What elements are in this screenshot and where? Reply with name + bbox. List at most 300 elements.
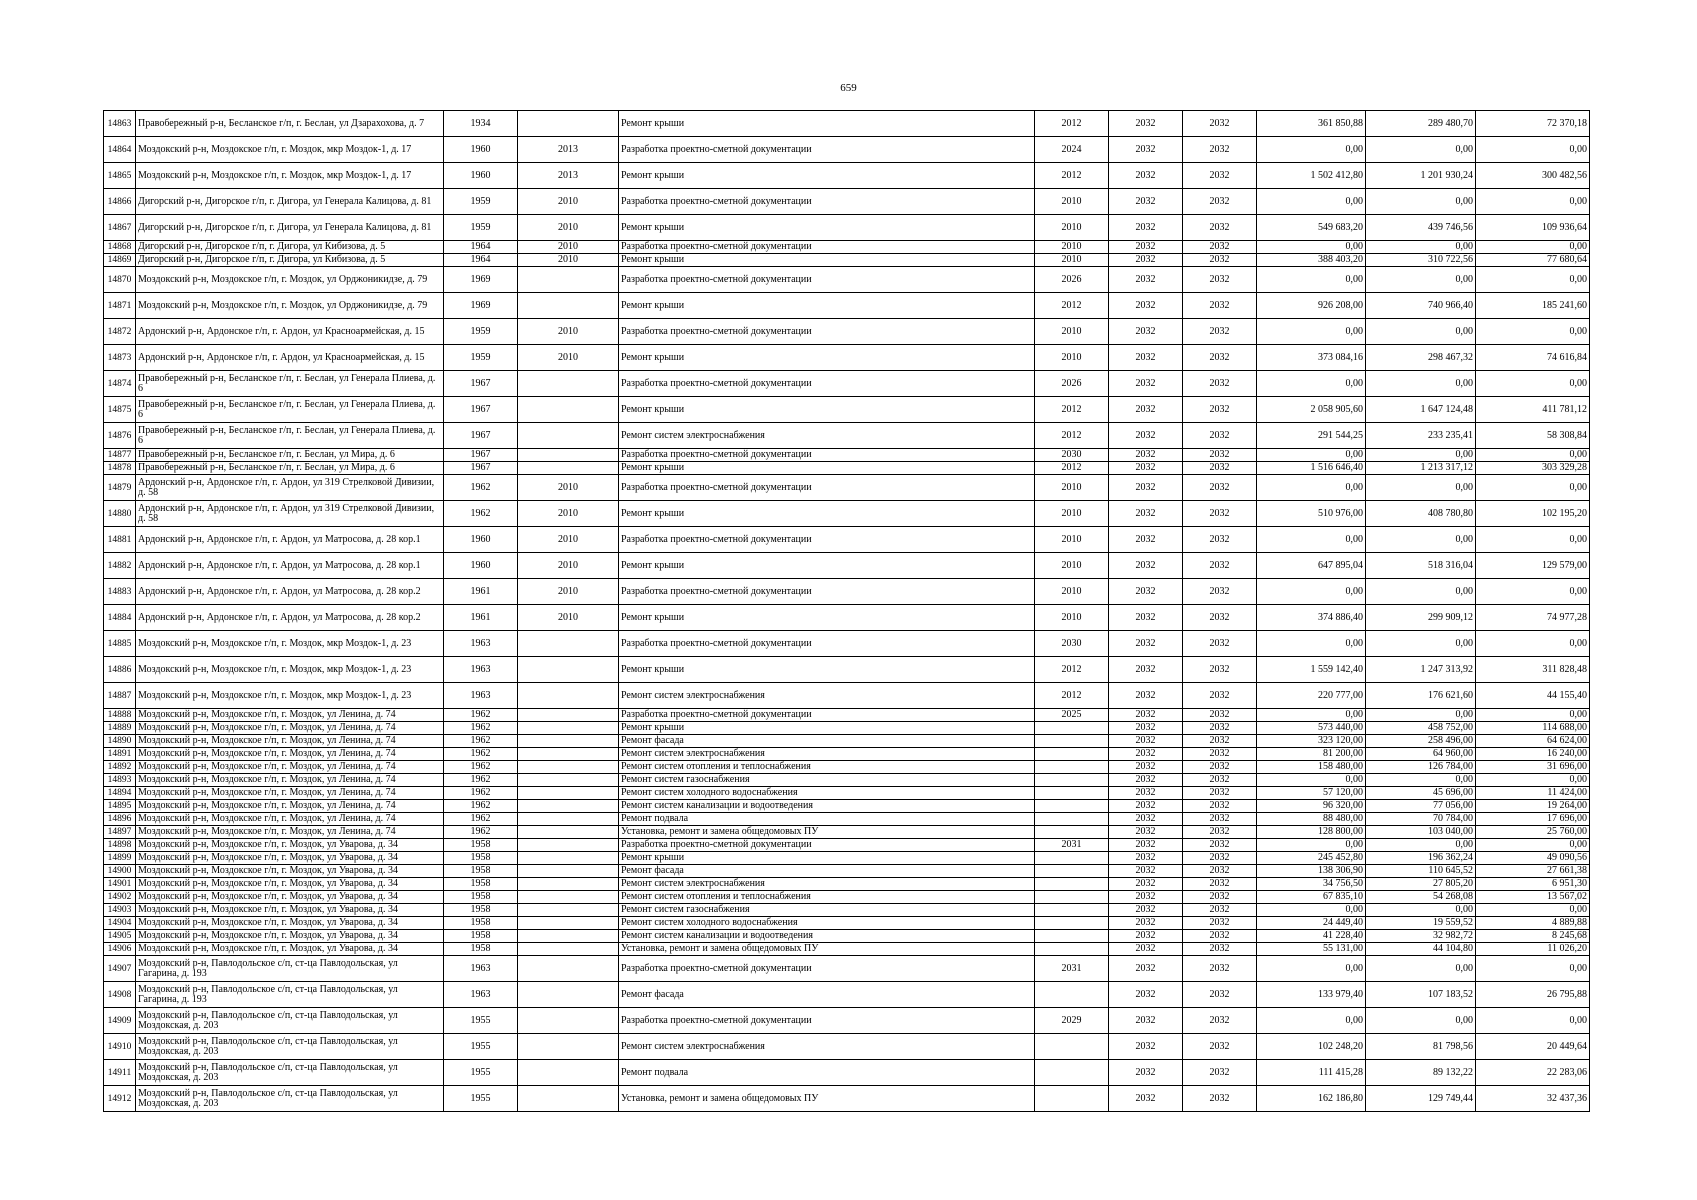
repair-register-table bbox=[103, 110, 1590, 1112]
page-number: 659 bbox=[840, 82, 857, 94]
work-type-cell: Ремонт систем газоснабжения bbox=[619, 904, 1035, 917]
row-number: 14867 bbox=[104, 215, 136, 241]
last-repair-year-cell bbox=[518, 722, 619, 735]
planned-year-cell bbox=[1035, 800, 1109, 813]
built-year-cell: 1958 bbox=[444, 904, 518, 917]
period-start-cell: 2032 bbox=[1109, 891, 1183, 904]
period-start-cell: 2032 bbox=[1109, 1034, 1183, 1060]
address-cell: Моздокский р-н, Моздокское г/п, г. Моздок, ул Уварова, д. 34 bbox=[136, 839, 444, 852]
work-type-cell: Ремонт систем отопления и теплоснабжения bbox=[619, 761, 1035, 774]
built-year-cell: 1959 bbox=[444, 215, 518, 241]
last-repair-year-cell bbox=[518, 800, 619, 813]
period-end-cell: 2032 bbox=[1183, 111, 1257, 137]
built-year-cell: 1967 bbox=[444, 423, 518, 449]
last-repair-year-cell: 2010 bbox=[518, 254, 619, 267]
last-repair-year-cell bbox=[518, 371, 619, 397]
fund-cost-cell: 32 982,72 bbox=[1366, 930, 1476, 943]
last-repair-year-cell bbox=[518, 1060, 619, 1086]
fund-cost-cell: 70 784,00 bbox=[1366, 813, 1476, 826]
work-type-cell: Ремонт крыши bbox=[619, 397, 1035, 423]
owner-cost-cell: 0,00 bbox=[1476, 241, 1590, 254]
planned-year-cell: 2031 bbox=[1035, 839, 1109, 852]
last-repair-year-cell bbox=[518, 774, 619, 787]
total-cost-cell: 102 248,20 bbox=[1257, 1034, 1366, 1060]
owner-cost-cell: 0,00 bbox=[1476, 904, 1590, 917]
total-cost-cell: 34 756,50 bbox=[1257, 878, 1366, 891]
last-repair-year-cell bbox=[518, 709, 619, 722]
table-row bbox=[104, 1086, 1590, 1112]
period-start-cell: 2032 bbox=[1109, 774, 1183, 787]
address-cell: Моздокский р-н, Павлодольское с/п, ст-ца Павлодольская, ул Моздокская, д. 203 bbox=[136, 1034, 444, 1060]
last-repair-year-cell: 2013 bbox=[518, 137, 619, 163]
planned-year-cell bbox=[1035, 852, 1109, 865]
row-number: 14889 bbox=[104, 722, 136, 735]
table-row bbox=[104, 982, 1590, 1008]
row-number: 14908 bbox=[104, 982, 136, 1008]
row-number: 14905 bbox=[104, 930, 136, 943]
owner-cost-cell: 64 624,00 bbox=[1476, 735, 1590, 748]
work-type-cell: Разработка проектно-сметной документации bbox=[619, 371, 1035, 397]
owner-cost-cell: 44 155,40 bbox=[1476, 683, 1590, 709]
row-number: 14864 bbox=[104, 137, 136, 163]
total-cost-cell: 0,00 bbox=[1257, 319, 1366, 345]
row-number: 14868 bbox=[104, 241, 136, 254]
row-number: 14885 bbox=[104, 631, 136, 657]
last-repair-year-cell: 2010 bbox=[518, 215, 619, 241]
table-row bbox=[104, 839, 1590, 852]
address-cell: Моздокский р-н, Моздокское г/п, г. Моздок, мкр Моздок-1, д. 23 bbox=[136, 631, 444, 657]
work-type-cell: Разработка проектно-сметной документации bbox=[619, 956, 1035, 982]
built-year-cell: 1960 bbox=[444, 527, 518, 553]
work-type-cell: Ремонт систем канализации и водоотведения bbox=[619, 800, 1035, 813]
row-number: 14898 bbox=[104, 839, 136, 852]
fund-cost-cell: 129 749,44 bbox=[1366, 1086, 1476, 1112]
address-cell: Моздокский р-н, Моздокское г/п, г. Моздок, ул Уварова, д. 34 bbox=[136, 878, 444, 891]
table-row bbox=[104, 748, 1590, 761]
planned-year-cell: 2026 bbox=[1035, 267, 1109, 293]
owner-cost-cell: 11 424,00 bbox=[1476, 787, 1590, 800]
row-number: 14865 bbox=[104, 163, 136, 189]
total-cost-cell: 88 480,00 bbox=[1257, 813, 1366, 826]
table-row bbox=[104, 956, 1590, 982]
total-cost-cell: 510 976,00 bbox=[1257, 501, 1366, 527]
period-start-cell: 2032 bbox=[1109, 943, 1183, 956]
row-number: 14874 bbox=[104, 371, 136, 397]
last-repair-year-cell: 2010 bbox=[518, 319, 619, 345]
total-cost-cell: 0,00 bbox=[1257, 137, 1366, 163]
work-type-cell: Ремонт крыши bbox=[619, 345, 1035, 371]
period-start-cell: 2032 bbox=[1109, 553, 1183, 579]
work-type-cell: Ремонт крыши bbox=[619, 163, 1035, 189]
period-start-cell: 2032 bbox=[1109, 527, 1183, 553]
work-type-cell: Ремонт систем электроснабжения bbox=[619, 423, 1035, 449]
last-repair-year-cell bbox=[518, 683, 619, 709]
period-end-cell: 2032 bbox=[1183, 423, 1257, 449]
planned-year-cell bbox=[1035, 722, 1109, 735]
fund-cost-cell: 0,00 bbox=[1366, 956, 1476, 982]
period-end-cell: 2032 bbox=[1183, 748, 1257, 761]
period-end-cell: 2032 bbox=[1183, 891, 1257, 904]
fund-cost-cell: 27 805,20 bbox=[1366, 878, 1476, 891]
owner-cost-cell: 17 696,00 bbox=[1476, 813, 1590, 826]
built-year-cell: 1961 bbox=[444, 605, 518, 631]
row-number: 14910 bbox=[104, 1034, 136, 1060]
owner-cost-cell: 0,00 bbox=[1476, 579, 1590, 605]
table-row bbox=[104, 800, 1590, 813]
fund-cost-cell: 110 645,52 bbox=[1366, 865, 1476, 878]
planned-year-cell: 2025 bbox=[1035, 709, 1109, 722]
planned-year-cell bbox=[1035, 865, 1109, 878]
period-end-cell: 2032 bbox=[1183, 683, 1257, 709]
fund-cost-cell: 258 496,00 bbox=[1366, 735, 1476, 748]
table-row bbox=[104, 917, 1590, 930]
last-repair-year-cell bbox=[518, 657, 619, 683]
planned-year-cell bbox=[1035, 878, 1109, 891]
owner-cost-cell: 411 781,12 bbox=[1476, 397, 1590, 423]
total-cost-cell: 647 895,04 bbox=[1257, 553, 1366, 579]
fund-cost-cell: 298 467,32 bbox=[1366, 345, 1476, 371]
period-end-cell: 2032 bbox=[1183, 800, 1257, 813]
row-number: 14881 bbox=[104, 527, 136, 553]
address-cell: Правобережный р-н, Бесланское г/п, г. Беслан, ул Генерала Плиева, д. 6 bbox=[136, 423, 444, 449]
period-start-cell: 2032 bbox=[1109, 163, 1183, 189]
table-row bbox=[104, 1060, 1590, 1086]
fund-cost-cell: 0,00 bbox=[1366, 839, 1476, 852]
owner-cost-cell: 0,00 bbox=[1476, 371, 1590, 397]
table-row bbox=[104, 397, 1590, 423]
address-cell: Моздокский р-н, Моздокское г/п, г. Моздок, ул Уварова, д. 34 bbox=[136, 930, 444, 943]
total-cost-cell: 0,00 bbox=[1257, 1008, 1366, 1034]
planned-year-cell bbox=[1035, 917, 1109, 930]
period-start-cell: 2032 bbox=[1109, 839, 1183, 852]
period-start-cell: 2032 bbox=[1109, 878, 1183, 891]
last-repair-year-cell: 2010 bbox=[518, 527, 619, 553]
address-cell: Моздокский р-н, Павлодольское с/п, ст-ца Павлодольская, ул Моздокская, д. 203 bbox=[136, 1060, 444, 1086]
table-row bbox=[104, 683, 1590, 709]
total-cost-cell: 0,00 bbox=[1257, 241, 1366, 254]
period-start-cell: 2032 bbox=[1109, 293, 1183, 319]
last-repair-year-cell bbox=[518, 735, 619, 748]
period-end-cell: 2032 bbox=[1183, 1034, 1257, 1060]
planned-year-cell: 2012 bbox=[1035, 163, 1109, 189]
period-start-cell: 2032 bbox=[1109, 865, 1183, 878]
row-number: 14895 bbox=[104, 800, 136, 813]
planned-year-cell bbox=[1035, 787, 1109, 800]
work-type-cell: Ремонт крыши bbox=[619, 293, 1035, 319]
owner-cost-cell: 0,00 bbox=[1476, 137, 1590, 163]
period-start-cell: 2032 bbox=[1109, 956, 1183, 982]
period-start-cell: 2032 bbox=[1109, 787, 1183, 800]
period-end-cell: 2032 bbox=[1183, 371, 1257, 397]
owner-cost-cell: 72 370,18 bbox=[1476, 111, 1590, 137]
row-number: 14888 bbox=[104, 709, 136, 722]
table-row bbox=[104, 241, 1590, 254]
period-end-cell: 2032 bbox=[1183, 917, 1257, 930]
last-repair-year-cell: 2013 bbox=[518, 163, 619, 189]
planned-year-cell: 2029 bbox=[1035, 1008, 1109, 1034]
period-start-cell: 2032 bbox=[1109, 1086, 1183, 1112]
address-cell: Моздокский р-н, Моздокское г/п, г. Моздок, ул Уварова, д. 34 bbox=[136, 904, 444, 917]
table-row bbox=[104, 254, 1590, 267]
built-year-cell: 1959 bbox=[444, 345, 518, 371]
last-repair-year-cell bbox=[518, 917, 619, 930]
last-repair-year-cell bbox=[518, 787, 619, 800]
built-year-cell: 1964 bbox=[444, 254, 518, 267]
built-year-cell: 1962 bbox=[444, 709, 518, 722]
table-body bbox=[104, 111, 1590, 1112]
owner-cost-cell: 16 240,00 bbox=[1476, 748, 1590, 761]
owner-cost-cell: 22 283,06 bbox=[1476, 1060, 1590, 1086]
address-cell: Моздокский р-н, Моздокское г/п, г. Моздок, ул Ленина, д. 74 bbox=[136, 800, 444, 813]
table-row bbox=[104, 722, 1590, 735]
planned-year-cell bbox=[1035, 761, 1109, 774]
total-cost-cell: 373 084,16 bbox=[1257, 345, 1366, 371]
built-year-cell: 1967 bbox=[444, 371, 518, 397]
address-cell: Дигорский р-н, Дигорское г/п, г. Дигора, ул Генерала Калицова, д. 81 bbox=[136, 189, 444, 215]
built-year-cell: 1963 bbox=[444, 956, 518, 982]
fund-cost-cell: 103 040,00 bbox=[1366, 826, 1476, 839]
owner-cost-cell: 25 760,00 bbox=[1476, 826, 1590, 839]
period-start-cell: 2032 bbox=[1109, 722, 1183, 735]
period-start-cell: 2032 bbox=[1109, 917, 1183, 930]
period-start-cell: 2032 bbox=[1109, 215, 1183, 241]
total-cost-cell: 0,00 bbox=[1257, 579, 1366, 605]
period-start-cell: 2032 bbox=[1109, 462, 1183, 475]
period-end-cell: 2032 bbox=[1183, 865, 1257, 878]
period-end-cell: 2032 bbox=[1183, 943, 1257, 956]
work-type-cell: Ремонт систем электроснабжения bbox=[619, 683, 1035, 709]
total-cost-cell: 0,00 bbox=[1257, 267, 1366, 293]
built-year-cell: 1962 bbox=[444, 722, 518, 735]
row-number: 14902 bbox=[104, 891, 136, 904]
owner-cost-cell: 27 661,38 bbox=[1476, 865, 1590, 878]
fund-cost-cell: 0,00 bbox=[1366, 449, 1476, 462]
period-end-cell: 2032 bbox=[1183, 657, 1257, 683]
work-type-cell: Разработка проектно-сметной документации bbox=[619, 137, 1035, 163]
period-end-cell: 2032 bbox=[1183, 826, 1257, 839]
table-row bbox=[104, 878, 1590, 891]
row-number: 14870 bbox=[104, 267, 136, 293]
period-end-cell: 2032 bbox=[1183, 397, 1257, 423]
total-cost-cell: 0,00 bbox=[1257, 904, 1366, 917]
owner-cost-cell: 0,00 bbox=[1476, 267, 1590, 293]
total-cost-cell: 67 835,10 bbox=[1257, 891, 1366, 904]
address-cell: Моздокский р-н, Моздокское г/п, г. Моздок, ул Ленина, д. 74 bbox=[136, 813, 444, 826]
period-end-cell: 2032 bbox=[1183, 579, 1257, 605]
address-cell: Правобережный р-н, Бесланское г/п, г. Беслан, ул Мира, д. 6 bbox=[136, 462, 444, 475]
fund-cost-cell: 439 746,56 bbox=[1366, 215, 1476, 241]
built-year-cell: 1967 bbox=[444, 462, 518, 475]
row-number: 14906 bbox=[104, 943, 136, 956]
row-number: 14878 bbox=[104, 462, 136, 475]
period-end-cell: 2032 bbox=[1183, 878, 1257, 891]
period-start-cell: 2032 bbox=[1109, 111, 1183, 137]
period-end-cell: 2032 bbox=[1183, 709, 1257, 722]
built-year-cell: 1955 bbox=[444, 1086, 518, 1112]
last-repair-year-cell bbox=[518, 1086, 619, 1112]
work-type-cell: Ремонт крыши bbox=[619, 722, 1035, 735]
work-type-cell: Ремонт систем холодного водоснабжения bbox=[619, 787, 1035, 800]
period-start-cell: 2032 bbox=[1109, 683, 1183, 709]
period-start-cell: 2032 bbox=[1109, 371, 1183, 397]
work-type-cell: Разработка проектно-сметной документации bbox=[619, 579, 1035, 605]
table-row bbox=[104, 657, 1590, 683]
period-start-cell: 2032 bbox=[1109, 1008, 1183, 1034]
total-cost-cell: 128 800,00 bbox=[1257, 826, 1366, 839]
fund-cost-cell: 0,00 bbox=[1366, 527, 1476, 553]
owner-cost-cell: 8 245,68 bbox=[1476, 930, 1590, 943]
address-cell: Ардонский р-н, Ардонское г/п, г. Ардон, ул Матросова, д. 28 кор.2 bbox=[136, 579, 444, 605]
total-cost-cell: 361 850,88 bbox=[1257, 111, 1366, 137]
table-row bbox=[104, 215, 1590, 241]
planned-year-cell: 2012 bbox=[1035, 683, 1109, 709]
last-repair-year-cell bbox=[518, 839, 619, 852]
planned-year-cell: 2010 bbox=[1035, 527, 1109, 553]
row-number: 14912 bbox=[104, 1086, 136, 1112]
table-row bbox=[104, 475, 1590, 501]
work-type-cell: Ремонт фасада bbox=[619, 982, 1035, 1008]
work-type-cell: Разработка проектно-сметной документации bbox=[619, 449, 1035, 462]
fund-cost-cell: 196 362,24 bbox=[1366, 852, 1476, 865]
fund-cost-cell: 0,00 bbox=[1366, 319, 1476, 345]
table-row bbox=[104, 579, 1590, 605]
row-number: 14871 bbox=[104, 293, 136, 319]
period-start-cell: 2032 bbox=[1109, 189, 1183, 215]
built-year-cell: 1955 bbox=[444, 1060, 518, 1086]
row-number: 14897 bbox=[104, 826, 136, 839]
work-type-cell: Ремонт подвала bbox=[619, 1060, 1035, 1086]
work-type-cell: Ремонт систем холодного водоснабжения bbox=[619, 917, 1035, 930]
work-type-cell: Установка, ремонт и замена общедомовых ПУ bbox=[619, 943, 1035, 956]
address-cell: Моздокский р-н, Моздокское г/п, г. Моздок, ул Ленина, д. 74 bbox=[136, 787, 444, 800]
built-year-cell: 1962 bbox=[444, 475, 518, 501]
table-row bbox=[104, 709, 1590, 722]
planned-year-cell bbox=[1035, 1034, 1109, 1060]
last-repair-year-cell: 2010 bbox=[518, 345, 619, 371]
table-row bbox=[104, 1008, 1590, 1034]
work-type-cell: Ремонт систем канализации и водоотведения bbox=[619, 930, 1035, 943]
row-number: 14883 bbox=[104, 579, 136, 605]
row-number: 14909 bbox=[104, 1008, 136, 1034]
owner-cost-cell: 109 936,64 bbox=[1476, 215, 1590, 241]
address-cell: Моздокский р-н, Моздокское г/п, г. Моздок, ул Уварова, д. 34 bbox=[136, 917, 444, 930]
work-type-cell: Ремонт систем электроснабжения bbox=[619, 878, 1035, 891]
last-repair-year-cell bbox=[518, 449, 619, 462]
row-number: 14911 bbox=[104, 1060, 136, 1086]
period-start-cell: 2032 bbox=[1109, 930, 1183, 943]
fund-cost-cell: 0,00 bbox=[1366, 904, 1476, 917]
table-row bbox=[104, 527, 1590, 553]
work-type-cell: Ремонт крыши bbox=[619, 605, 1035, 631]
period-end-cell: 2032 bbox=[1183, 904, 1257, 917]
fund-cost-cell: 0,00 bbox=[1366, 774, 1476, 787]
period-end-cell: 2032 bbox=[1183, 722, 1257, 735]
address-cell: Ардонский р-н, Ардонское г/п, г. Ардон, ул Матросова, д. 28 кор.2 bbox=[136, 605, 444, 631]
work-type-cell: Разработка проектно-сметной документации bbox=[619, 1008, 1035, 1034]
work-type-cell: Ремонт крыши bbox=[619, 462, 1035, 475]
address-cell: Моздокский р-н, Павлодольское с/п, ст-ца Павлодольская, ул Моздокская, д. 203 bbox=[136, 1086, 444, 1112]
total-cost-cell: 549 683,20 bbox=[1257, 215, 1366, 241]
fund-cost-cell: 54 268,08 bbox=[1366, 891, 1476, 904]
built-year-cell: 1955 bbox=[444, 1008, 518, 1034]
total-cost-cell: 2 058 905,60 bbox=[1257, 397, 1366, 423]
fund-cost-cell: 1 201 930,24 bbox=[1366, 163, 1476, 189]
table-row bbox=[104, 423, 1590, 449]
built-year-cell: 1962 bbox=[444, 748, 518, 761]
work-type-cell: Ремонт крыши bbox=[619, 215, 1035, 241]
owner-cost-cell: 114 688,00 bbox=[1476, 722, 1590, 735]
fund-cost-cell: 126 784,00 bbox=[1366, 761, 1476, 774]
owner-cost-cell: 0,00 bbox=[1476, 774, 1590, 787]
planned-year-cell bbox=[1035, 813, 1109, 826]
built-year-cell: 1969 bbox=[444, 293, 518, 319]
planned-year-cell: 2010 bbox=[1035, 319, 1109, 345]
period-end-cell: 2032 bbox=[1183, 605, 1257, 631]
owner-cost-cell: 31 696,00 bbox=[1476, 761, 1590, 774]
last-repair-year-cell: 2010 bbox=[518, 189, 619, 215]
fund-cost-cell: 1 247 313,92 bbox=[1366, 657, 1476, 683]
built-year-cell: 1962 bbox=[444, 501, 518, 527]
fund-cost-cell: 740 966,40 bbox=[1366, 293, 1476, 319]
total-cost-cell: 0,00 bbox=[1257, 475, 1366, 501]
planned-year-cell: 2012 bbox=[1035, 657, 1109, 683]
owner-cost-cell: 4 889,88 bbox=[1476, 917, 1590, 930]
total-cost-cell: 573 440,00 bbox=[1257, 722, 1366, 735]
address-cell: Правобережный р-н, Бесланское г/п, г. Беслан, ул Генерала Плиева, д. 6 bbox=[136, 371, 444, 397]
address-cell: Правобережный р-н, Бесланское г/п, г. Беслан, ул Мира, д. 6 bbox=[136, 449, 444, 462]
total-cost-cell: 1 516 646,40 bbox=[1257, 462, 1366, 475]
work-type-cell: Ремонт крыши bbox=[619, 852, 1035, 865]
total-cost-cell: 0,00 bbox=[1257, 774, 1366, 787]
last-repair-year-cell bbox=[518, 748, 619, 761]
planned-year-cell: 2010 bbox=[1035, 579, 1109, 605]
planned-year-cell: 2012 bbox=[1035, 111, 1109, 137]
fund-cost-cell: 310 722,56 bbox=[1366, 254, 1476, 267]
period-end-cell: 2032 bbox=[1183, 1008, 1257, 1034]
address-cell: Моздокский р-н, Моздокское г/п, г. Моздок, ул Ленина, д. 74 bbox=[136, 722, 444, 735]
table-row bbox=[104, 319, 1590, 345]
built-year-cell: 1962 bbox=[444, 800, 518, 813]
period-start-cell: 2032 bbox=[1109, 449, 1183, 462]
fund-cost-cell: 1 647 124,48 bbox=[1366, 397, 1476, 423]
work-type-cell: Ремонт крыши bbox=[619, 111, 1035, 137]
period-end-cell: 2032 bbox=[1183, 241, 1257, 254]
period-start-cell: 2032 bbox=[1109, 605, 1183, 631]
built-year-cell: 1964 bbox=[444, 241, 518, 254]
period-start-cell: 2032 bbox=[1109, 267, 1183, 293]
fund-cost-cell: 0,00 bbox=[1366, 475, 1476, 501]
row-number: 14877 bbox=[104, 449, 136, 462]
table-row bbox=[104, 462, 1590, 475]
table-row bbox=[104, 605, 1590, 631]
work-type-cell: Разработка проектно-сметной документации bbox=[619, 189, 1035, 215]
row-number: 14893 bbox=[104, 774, 136, 787]
period-start-cell: 2032 bbox=[1109, 137, 1183, 163]
row-number: 14899 bbox=[104, 852, 136, 865]
fund-cost-cell: 45 696,00 bbox=[1366, 787, 1476, 800]
period-end-cell: 2032 bbox=[1183, 1086, 1257, 1112]
planned-year-cell bbox=[1035, 891, 1109, 904]
table-row bbox=[104, 449, 1590, 462]
period-end-cell: 2032 bbox=[1183, 774, 1257, 787]
row-number: 14907 bbox=[104, 956, 136, 982]
owner-cost-cell: 32 437,36 bbox=[1476, 1086, 1590, 1112]
address-cell: Моздокский р-н, Моздокское г/п, г. Моздок, мкр Моздок-1, д. 17 bbox=[136, 137, 444, 163]
period-end-cell: 2032 bbox=[1183, 137, 1257, 163]
period-end-cell: 2032 bbox=[1183, 852, 1257, 865]
period-end-cell: 2032 bbox=[1183, 787, 1257, 800]
fund-cost-cell: 77 056,00 bbox=[1366, 800, 1476, 813]
